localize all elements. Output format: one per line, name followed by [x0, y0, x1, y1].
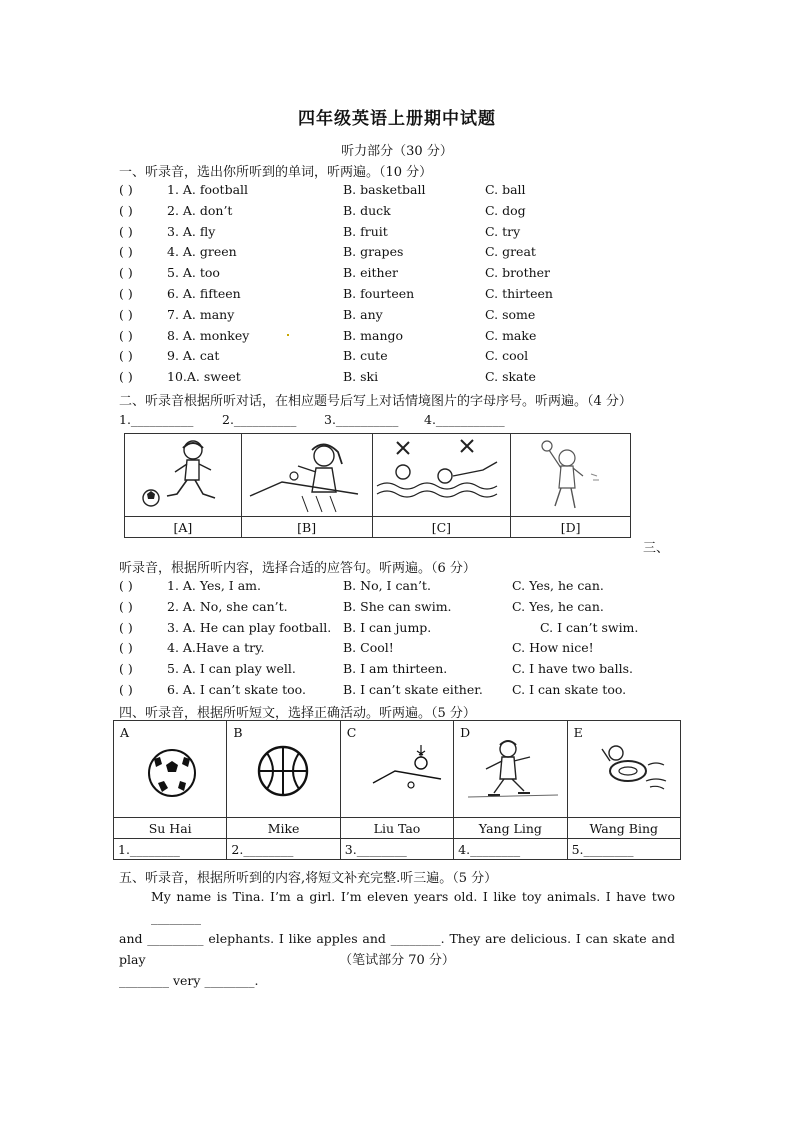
question-row — [119, 307, 679, 327]
option-a: 10.A. sweet — [167, 369, 241, 385]
picture-table — [124, 433, 631, 538]
option-a: 1. A. football — [167, 182, 249, 197]
option-c: C. some — [485, 306, 536, 322]
question-row — [119, 286, 679, 306]
option-a: 5. A. too — [167, 265, 220, 281]
option-b: B. I can jump. — [343, 619, 432, 635]
answer-paren[interactable]: ( ) — [119, 265, 133, 281]
cloze-line[interactable]: My name is Tina. I’m a girl. I’m eleven years old. I like toy animals. I have two ________ — [151, 889, 675, 925]
activity-letter: A — [120, 725, 130, 740]
option-a: 9. A. cat — [167, 348, 220, 364]
football-icon — [114, 721, 226, 817]
activity-c — [340, 721, 453, 818]
option-a: 7. A. many — [167, 306, 235, 322]
question-row — [119, 661, 679, 681]
section2-answer-blanks — [119, 412, 539, 430]
section5-heading: 五、听录音，根据所听到的内容,将短文补充完整.听三遍。（5 分） — [119, 871, 498, 886]
answer-paren[interactable]: ( ) — [119, 223, 133, 239]
activity-a — [114, 721, 227, 818]
option-b: B. cute — [343, 348, 388, 364]
option-a: 2. A. don’t — [167, 202, 233, 218]
picture-label-c: [C] — [372, 517, 511, 538]
option-b: B. basketball — [343, 182, 426, 197]
page-title: 四年级英语上册期中试题 — [298, 109, 496, 129]
picture-b — [241, 434, 372, 517]
answer-paren[interactable]: ( ) — [119, 369, 133, 385]
picture-a — [125, 434, 242, 517]
no-swimming-icon — [373, 436, 505, 514]
answer-paren[interactable]: ( ) — [119, 327, 133, 343]
question-row — [119, 328, 679, 348]
option-b: B. Cool! — [343, 640, 394, 656]
question-row — [119, 578, 679, 598]
question-row — [119, 224, 679, 244]
picking-apples-icon — [341, 721, 453, 817]
option-c: C. skate — [485, 369, 536, 385]
answer-blank[interactable]: 4.___________ — [424, 412, 505, 427]
option-b: B. fourteen — [343, 286, 415, 301]
option-c: C. I can skate too. — [512, 682, 627, 697]
activity-d — [454, 721, 567, 818]
activity-e — [567, 721, 680, 818]
option-c: C. try — [485, 223, 521, 239]
answer-paren[interactable]: ( ) — [119, 661, 133, 677]
activity-name: Mike — [227, 818, 340, 839]
option-a: 5. A. I can play well. — [167, 661, 296, 677]
activity-name: Yang Ling — [454, 818, 567, 839]
option-c: C. Yes, he can. — [512, 578, 604, 593]
activity-name: Su Hai — [114, 818, 227, 839]
question-row — [119, 682, 679, 702]
answer-paren[interactable]: ( ) — [119, 244, 133, 260]
option-c: C. brother — [485, 265, 551, 281]
answer-blank[interactable]: 2.__________ — [222, 412, 297, 427]
option-a: 2. A. No, she can’t. — [167, 598, 288, 614]
answer-paren[interactable]: ( ) — [119, 202, 133, 218]
activity-answer-blank[interactable]: 2.________ — [227, 839, 340, 860]
skating-girl-icon — [454, 721, 566, 817]
section2-heading: 二、听录音根据所听对话，在相应题号后写上对话情境图片的字母序号。听两遍。（4 分） — [119, 394, 632, 409]
question-row — [119, 348, 679, 368]
option-c: C. How nice! — [512, 640, 594, 656]
option-c: C. great — [485, 244, 536, 260]
option-c: C. Yes, he can. — [512, 598, 604, 614]
answer-paren[interactable]: ( ) — [119, 286, 133, 301]
activity-answer-blank[interactable]: 4.________ — [454, 839, 567, 860]
activity-letter: E — [573, 725, 583, 740]
option-b: B. any — [343, 306, 383, 322]
activity-name: Liu Tao — [340, 818, 453, 839]
option-a: 3. A. He can play football. — [167, 619, 332, 635]
option-a: 4. A. green — [167, 244, 237, 260]
section4-heading: 四、听录音，根据所听短文，选择正确活动。听两遍。（5 分） — [119, 706, 476, 721]
question-row — [119, 203, 679, 223]
answer-paren[interactable]: ( ) — [119, 182, 133, 197]
cloze-line[interactable]: and _________ elephants. I like apples and ________. They are delicious. I can skate and play — [119, 931, 675, 967]
question-row — [119, 369, 679, 389]
option-b: B. grapes — [343, 244, 404, 260]
activity-letter: C — [346, 725, 357, 740]
option-b: B. mango — [343, 327, 404, 343]
option-b: B. duck — [343, 202, 391, 218]
answer-paren[interactable]: ( ) — [119, 348, 133, 364]
answer-blank[interactable]: 1.__________ — [119, 412, 194, 427]
option-a: 6. A. fifteen — [167, 286, 241, 301]
answer-paren[interactable]: ( ) — [119, 640, 133, 656]
picture-c — [372, 434, 511, 517]
listening-subtitle: 听力部分（30 分） — [341, 144, 453, 159]
stray-dot — [287, 334, 289, 336]
activity-answer-blank[interactable]: 1.________ — [114, 839, 227, 860]
option-b: B. either — [343, 265, 398, 281]
option-b: B. I am thirteen. — [343, 661, 448, 677]
boy-playing-basketball-icon — [511, 436, 623, 514]
answer-blank[interactable]: 3.__________ — [324, 412, 399, 427]
question-row — [119, 265, 679, 285]
question-row — [119, 640, 679, 660]
option-c: C. I can’t swim. — [540, 619, 639, 635]
option-a: 1. A. Yes, I am. — [167, 578, 261, 593]
section3-number: 三、 — [643, 541, 670, 556]
answer-paren[interactable]: ( ) — [119, 682, 133, 697]
section1-heading: 一、听录音，选出你所听到的单词，听两遍。（10 分） — [119, 165, 433, 180]
option-c: C. I have two balls. — [512, 661, 633, 677]
girl-picking-apple-icon — [242, 436, 366, 514]
option-c: C. ball — [485, 182, 526, 197]
picture-label-a: [A] — [125, 517, 242, 538]
activity-letter: D — [460, 725, 471, 740]
answer-paren[interactable]: ( ) — [119, 598, 133, 614]
option-c: C. cool — [485, 348, 529, 364]
option-b: B. I can’t skate either. — [343, 682, 483, 697]
boy-kicking-ball-icon — [125, 436, 235, 514]
option-a: 8. A. monkey — [167, 327, 250, 343]
option-b: B. No, I can’t. — [343, 578, 431, 593]
option-b: B. She can swim. — [343, 598, 452, 614]
picture-d — [511, 434, 631, 517]
question-row — [119, 599, 679, 619]
swimming-ring-icon — [568, 721, 680, 817]
option-b: B. fruit — [343, 223, 388, 239]
answer-paren[interactable]: ( ) — [119, 619, 133, 635]
basketball-icon — [227, 721, 339, 817]
activity-b — [227, 721, 340, 818]
option-b: B. ski — [343, 369, 379, 385]
section3-heading: 听录音，根据所听内容，选择合适的应答句。听两遍。（6 分） — [119, 561, 476, 576]
activity-letter: B — [233, 725, 243, 740]
activity-answer-blank[interactable]: 3.________ — [340, 839, 453, 860]
written-part-label: （笔试部分 70 分） — [339, 953, 455, 968]
option-c: C. make — [485, 327, 537, 343]
option-a: 4. A.Have a try. — [167, 640, 265, 656]
cloze-paragraph — [119, 886, 675, 991]
answer-paren[interactable]: ( ) — [119, 578, 133, 593]
option-c: C. thirteen — [485, 286, 553, 301]
picture-label-d: [D] — [511, 517, 631, 538]
option-a: 3. A. fly — [167, 223, 216, 239]
option-a: 6. A. I can’t skate too. — [167, 682, 306, 697]
activity-table — [113, 720, 681, 860]
activity-answer-blank[interactable]: 5.________ — [567, 839, 680, 860]
question-row — [119, 244, 679, 264]
question-row — [119, 182, 679, 202]
picture-label-b: [B] — [241, 517, 372, 538]
answer-paren[interactable]: ( ) — [119, 306, 133, 322]
activity-name: Wang Bing — [567, 818, 680, 839]
cloze-line[interactable]: ________ very ________. — [119, 973, 259, 988]
question-row — [119, 620, 679, 640]
option-c: C. dog — [485, 202, 526, 218]
